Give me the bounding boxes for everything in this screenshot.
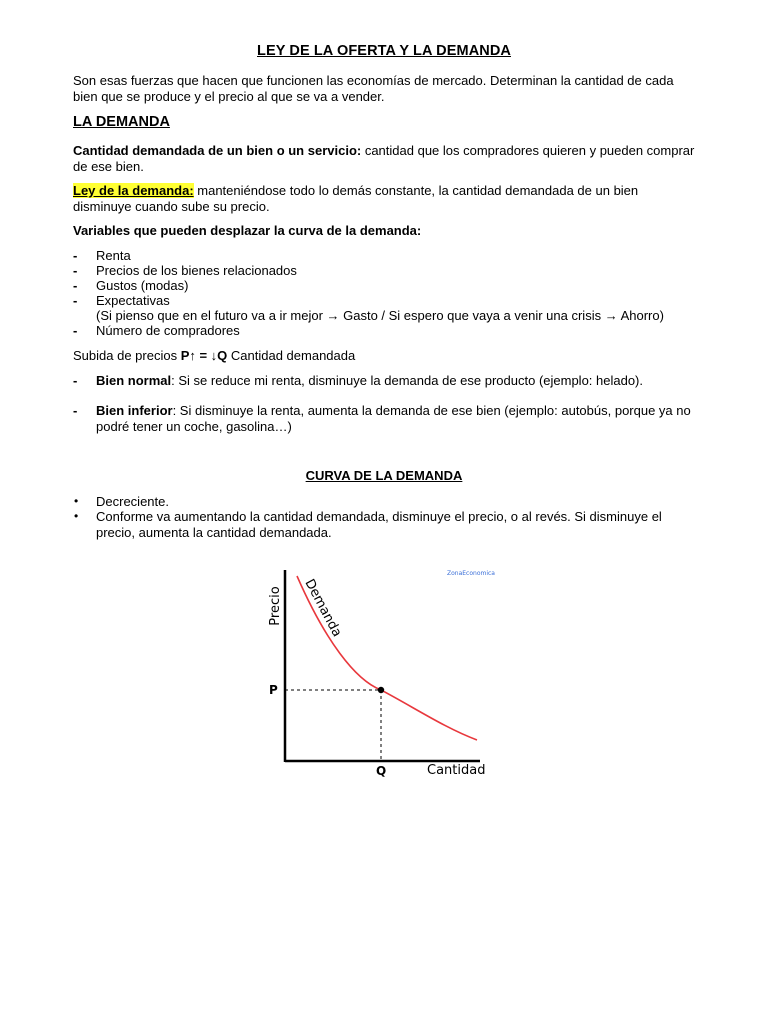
equilibrium-point	[378, 687, 384, 693]
price-rise-formula: P↑ = ↓Q	[180, 348, 228, 363]
list-item: - Número de compradores	[73, 323, 240, 338]
list-item: • Conforme va aumentando la cantidad demandada, disminuye el precio, o al revés. Si disminuye el precio, aumenta la cantidad demandada.	[74, 509, 662, 540]
variables-heading: Variables que pueden desplazar la curva de la demanda:	[73, 223, 422, 238]
document-title: LEY DE LA OFERTA Y LA DEMANDA	[257, 43, 511, 59]
q-label: Q	[376, 764, 387, 778]
curve-bullets	[73, 494, 698, 540]
section-heading-curva: CURVA DE LA DEMANDA	[305, 468, 463, 483]
section-heading-demanda: LA DEMANDA	[73, 114, 170, 130]
x-axis-label: Cantidad	[427, 763, 486, 778]
list-item: - Bien normal: Si se reduce mi renta, disminuye la demanda de ese producto (ejemplo: helado).	[73, 373, 643, 388]
list-item-note: (Si pienso que en el futuro va a ir mejor → Gasto / Si espero que vaya a venir una crisis → Ahorro)	[96, 308, 664, 323]
list-item: - Renta	[73, 248, 131, 263]
law-term-highlight: Ley de la demanda:	[73, 183, 194, 198]
list-item: - Gustos (modas)	[73, 278, 189, 293]
definition-paragraph	[73, 143, 698, 174]
p-label: P	[269, 683, 278, 697]
variables-list	[73, 248, 698, 338]
watermark: ZonaEconomica	[447, 570, 495, 577]
list-item: - Precios de los bienes relacionados	[73, 263, 297, 278]
list-item: - Expectativas	[73, 293, 170, 308]
definition-term: Cantidad demandada de un bien o un servicio:	[73, 143, 362, 158]
normal-good-item	[73, 373, 698, 388]
list-item: - Bien inferior: Si disminuye la renta, aumenta la demanda de ese bien (ejemplo: autobús, porque ya no podré tener un coche, gasolina…)	[73, 403, 691, 434]
demand-curve-label: Demanda	[301, 576, 345, 640]
demand-curve-graph	[255, 560, 505, 785]
law-text: manteniéndose todo lo demás constante, la cantidad demandada de un bien disminuye cuando sube su precio.	[73, 183, 639, 214]
list-item: • Decreciente.	[74, 494, 169, 509]
inferior-good-item	[73, 403, 698, 435]
law-paragraph	[73, 183, 698, 214]
y-axis-label: Precio	[268, 586, 283, 626]
definition-text: cantidad que los compradores quieren y pueden comprar de ese bien.	[73, 143, 695, 174]
intro-paragraph: Son esas fuerzas que hacen que funcionen las economías de mercado. Determinan la cantidad de cada bien que se produce y el precio al que se va a vender.	[73, 73, 674, 104]
price-rise-line: Subida de precios P↑ = ↓Q Cantidad demandada	[73, 348, 356, 363]
